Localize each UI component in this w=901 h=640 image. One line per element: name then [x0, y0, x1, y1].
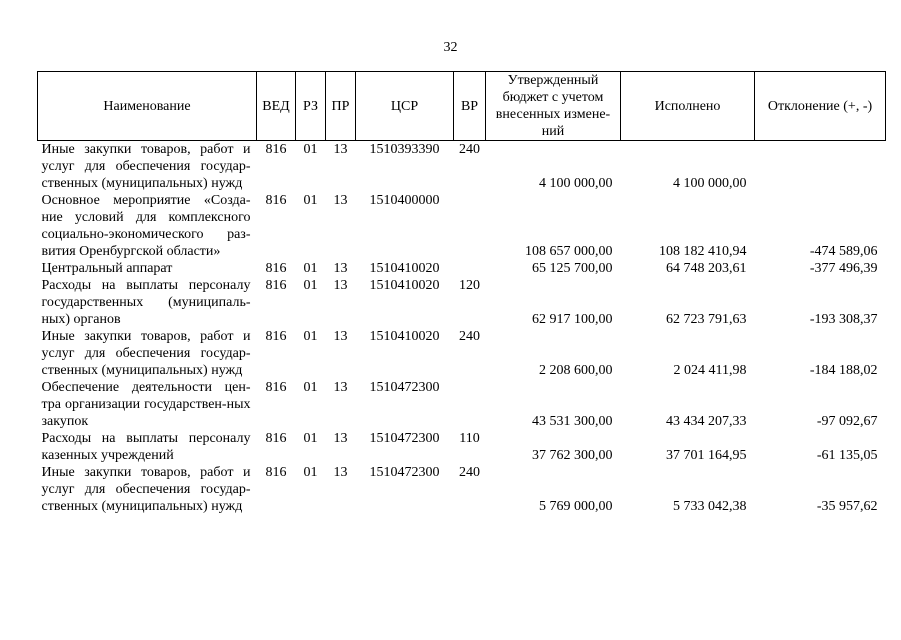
cell-pr: 13 [333, 380, 348, 395]
cell-deviation: -35 957,62 [816, 499, 878, 514]
cell-deviation: -193 308,37 [809, 312, 878, 327]
cell-ved: 816 [265, 142, 287, 157]
cell-name: Основное мероприятие «Созда-ние условий для комплексного социально-экономического раз-вития Оренбургской области» [41, 193, 251, 259]
table-row [38, 277, 886, 328]
cell-name: Иные закупки товаров, работ и услуг для обеспечения государ-ственных (муниципальных) нужд [41, 142, 251, 191]
cell-executed: 5 733 042,38 [673, 499, 747, 514]
cell-vr [454, 192, 486, 260]
cell-csr: 1510472300 [369, 380, 440, 395]
cell-csr: 1510472300 [369, 465, 440, 480]
cell-name: Иные закупки товаров, работ и услуг для обеспечения государ-ственных (муниципальных) нужд [41, 329, 251, 378]
cell-deviation: -97 092,67 [816, 414, 878, 429]
table-row [38, 192, 886, 260]
cell-executed: 43 434 207,33 [666, 414, 747, 429]
cell-rz: 01 [303, 261, 318, 276]
cell-approved: 2 208 600,00 [539, 363, 613, 378]
cell-executed: 62 723 791,63 [666, 312, 747, 327]
cell-executed: 4 100 000,00 [673, 176, 747, 191]
cell-approved: 43 531 300,00 [532, 414, 613, 429]
cell-name: Расходы на выплаты персоналу государственных (муниципаль-ных) органов [41, 278, 251, 327]
cell-deviation: -184 188,02 [809, 363, 878, 378]
cell-ved: 816 [265, 278, 287, 293]
cell-rz: 01 [303, 465, 318, 480]
cell-executed: 2 024 411,98 [673, 363, 747, 378]
cell-rz: 01 [303, 278, 318, 293]
cell-name: Центральный аппарат [41, 261, 173, 276]
table-header-row [38, 72, 886, 141]
column-header-pr: ПР [326, 72, 356, 141]
cell-csr: 1510393390 [369, 142, 440, 157]
cell-executed: 64 748 203,61 [666, 261, 747, 276]
cell-vr [454, 379, 486, 430]
cell-rz: 01 [303, 329, 318, 344]
cell-pr: 13 [333, 142, 348, 157]
cell-approved: 37 762 300,00 [532, 448, 613, 463]
table-row [38, 260, 886, 277]
column-header-vr: ВР [454, 72, 486, 141]
cell-ved: 816 [265, 329, 287, 344]
cell-csr: 1510410020 [369, 261, 440, 276]
cell-vr: 240 [459, 142, 480, 157]
cell-approved: 62 917 100,00 [532, 312, 613, 327]
cell-approved: 65 125 700,00 [532, 261, 613, 276]
page-number: 32 [443, 40, 458, 55]
cell-ved: 816 [265, 380, 287, 395]
cell-ved: 816 [265, 431, 287, 446]
cell-approved: 108 657 000,00 [525, 244, 613, 259]
cell-pr: 13 [333, 465, 348, 480]
cell-executed: 37 701 164,95 [666, 448, 747, 463]
cell-approved: 5 769 000,00 [539, 499, 613, 514]
cell-name: Расходы на выплаты персоналу казенных учреждений [41, 431, 251, 463]
table-row [38, 464, 886, 515]
cell-deviation [755, 141, 886, 193]
cell-pr: 13 [333, 431, 348, 446]
table-row [38, 430, 886, 464]
cell-rz: 01 [303, 193, 318, 208]
cell-vr: 240 [459, 465, 480, 480]
table-row [38, 328, 886, 379]
cell-approved: 4 100 000,00 [539, 176, 613, 191]
cell-vr: 120 [459, 278, 480, 293]
cell-name: Иные закупки товаров, работ и услуг для обеспечения государ-ственных (муниципальных) нужд [41, 465, 251, 514]
cell-csr: 1510400000 [369, 193, 440, 208]
cell-deviation: -61 135,05 [816, 448, 878, 463]
cell-pr: 13 [333, 193, 348, 208]
column-header-deviation: Отклонение (+, -) [755, 72, 886, 141]
cell-pr: 13 [333, 278, 348, 293]
cell-rz: 01 [303, 142, 318, 157]
cell-vr: 240 [459, 329, 480, 344]
column-header-name: Наименование [38, 72, 257, 141]
cell-vr: 110 [459, 431, 480, 446]
cell-pr: 13 [333, 329, 348, 344]
column-header-rz: РЗ [296, 72, 326, 141]
cell-csr: 1510410020 [369, 329, 440, 344]
table-row [38, 379, 886, 430]
cell-csr: 1510472300 [369, 431, 440, 446]
column-header-ved: ВЕД [257, 72, 296, 141]
cell-rz: 01 [303, 380, 318, 395]
cell-deviation: -377 496,39 [809, 261, 878, 276]
cell-ved: 816 [265, 465, 287, 480]
cell-ved: 816 [265, 193, 287, 208]
cell-ved: 816 [265, 261, 287, 276]
column-header-approved: Утвержденный бюджет с учетом внесенных измене-ний [486, 72, 621, 141]
cell-csr: 1510410020 [369, 278, 440, 293]
cell-deviation: -474 589,06 [809, 244, 878, 259]
column-header-csr: ЦСР [356, 72, 454, 141]
column-header-executed: Исполнено [621, 72, 755, 141]
cell-name: Обеспечение деятельности цен-тра организации государствен-ных закупок [41, 380, 251, 429]
cell-rz: 01 [303, 431, 318, 446]
table-row [38, 141, 886, 193]
cell-executed: 108 182 410,94 [659, 244, 747, 259]
cell-pr: 13 [333, 261, 348, 276]
budget-table [37, 71, 886, 515]
cell-vr [454, 260, 486, 277]
